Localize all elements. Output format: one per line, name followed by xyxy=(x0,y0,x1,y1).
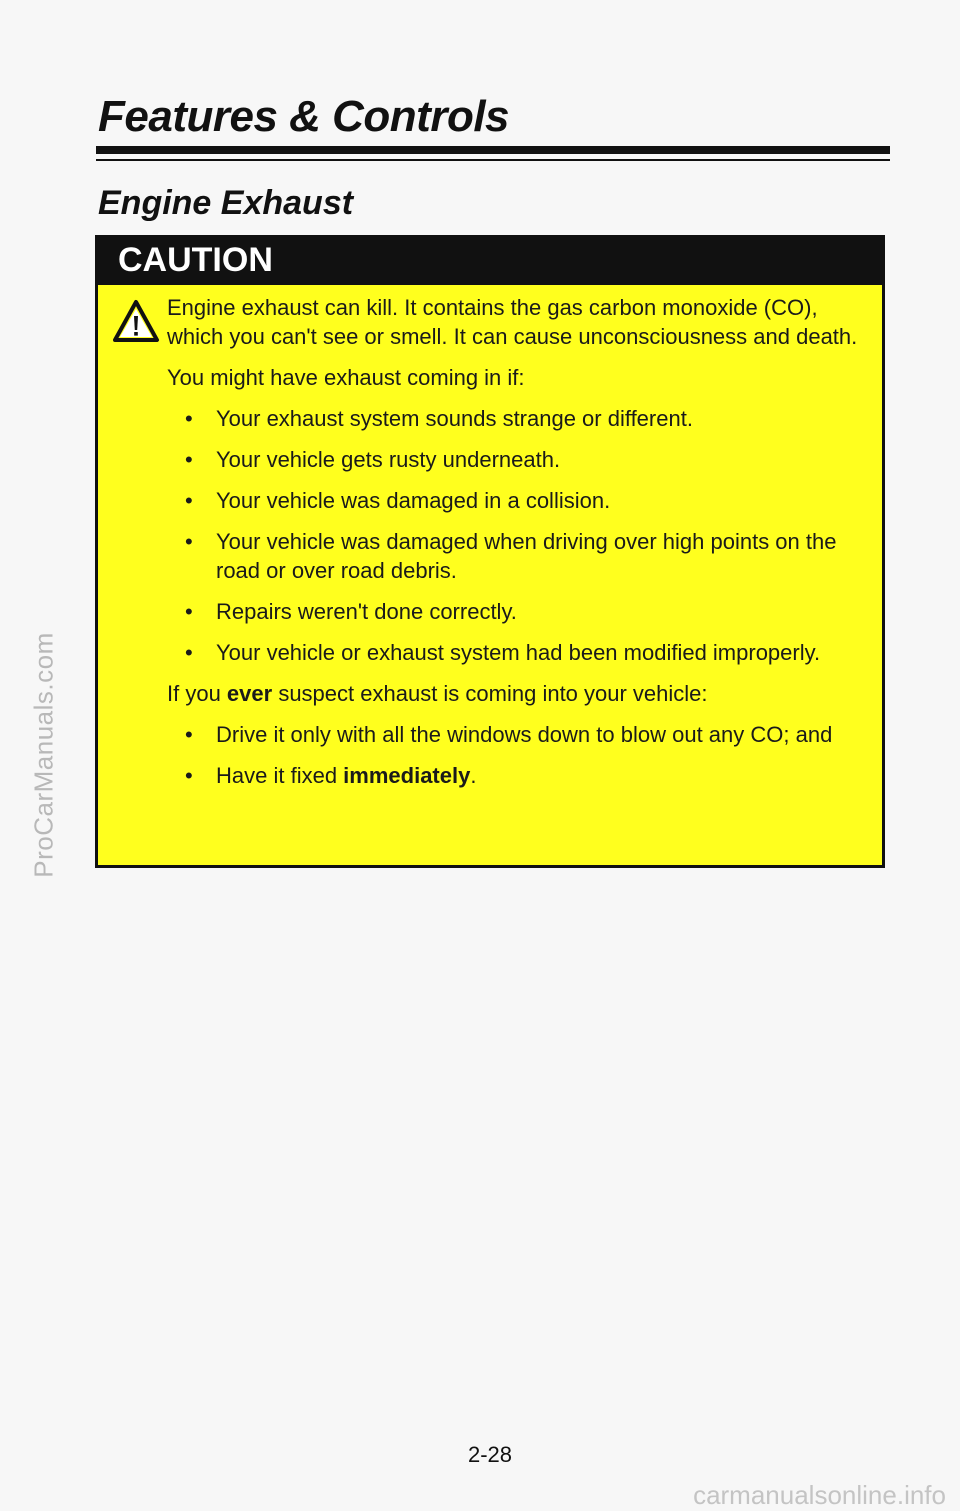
caution-box xyxy=(95,235,885,868)
list-item xyxy=(167,761,872,790)
title-rule xyxy=(96,146,890,154)
suspect-sentence xyxy=(167,679,872,708)
caution-lead-in: You might have exhaust coming in if: xyxy=(167,365,525,390)
side-watermark: ProCarManuals.com xyxy=(28,632,59,878)
list-item: • Your exhaust system sounds strange or different. xyxy=(167,404,872,433)
action-emphasis: immediately xyxy=(343,763,471,788)
action-prefix: Have it fixed xyxy=(216,763,344,788)
bottom-watermark: carmanualsonline.info xyxy=(693,1480,946,1510)
list-item: • Your vehicle or exhaust system had been modified improperly. xyxy=(167,638,872,667)
page-number: 2-28 xyxy=(467,1442,513,1467)
caution-body xyxy=(167,293,872,802)
causes-list xyxy=(167,404,872,667)
suspect-suffix: suspect exhaust is coming into your vehicle: xyxy=(272,681,708,706)
warning-triangle-icon xyxy=(112,299,160,343)
list-item: • Your vehicle was damaged in a collision. xyxy=(167,486,872,515)
subsection-title: Engine Exhaust xyxy=(98,184,354,222)
list-item: • Your vehicle was damaged when driving over high points on the road or over road debris. xyxy=(167,527,872,585)
list-item: • Your vehicle gets rusty underneath. xyxy=(167,445,872,474)
suspect-prefix: If you xyxy=(167,681,227,706)
suspect-emphasis: ever xyxy=(226,681,273,706)
title-rule-thin xyxy=(96,159,890,161)
actions-list xyxy=(167,720,872,790)
list-item: • Repairs weren't done correctly. xyxy=(167,597,872,626)
list-item: • Drive it only with all the windows down to blow out any CO; and xyxy=(167,720,872,749)
caution-header: CAUTION xyxy=(98,235,882,285)
section-title: Features & Controls xyxy=(98,92,510,141)
action-suffix: . xyxy=(470,763,477,788)
caution-intro: Engine exhaust can kill. It contains the gas carbon monoxide (CO), which you can't see or smell. It can cause unconsciousness and death. xyxy=(167,295,858,349)
